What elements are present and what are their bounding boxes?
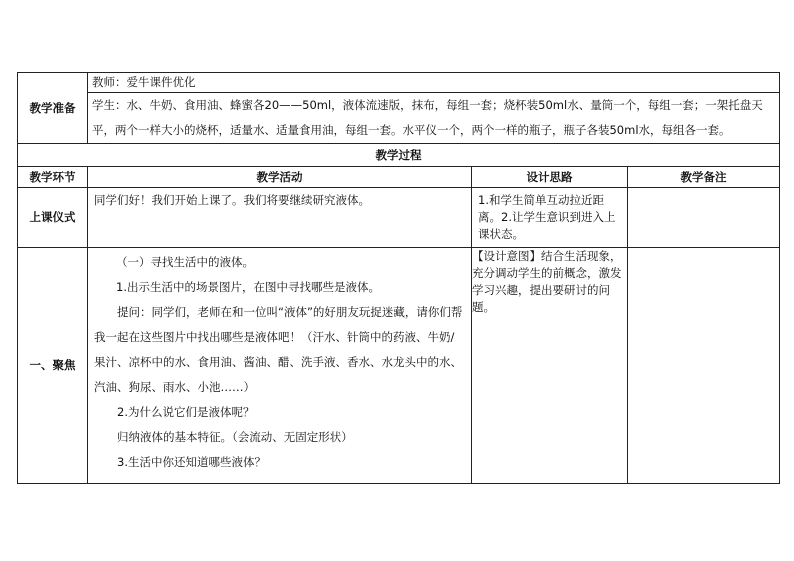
row-design: 1.和学生简单互动拉近距离。2.让学生意识到进入上课状态。 bbox=[472, 188, 628, 248]
col-header-note: 教学备注 bbox=[628, 167, 780, 188]
activity-line: 3.生活中你还知道哪些液体？ bbox=[117, 455, 266, 469]
col-header-design: 设计思路 bbox=[472, 167, 628, 188]
col-header-activity: 教学活动 bbox=[88, 167, 472, 188]
table-row bbox=[18, 188, 780, 248]
table-row bbox=[18, 248, 780, 484]
row-design: 【设计意图】结合生活现象，充分调动学生的前概念，激发学习兴趣，提出要研讨的问题。 bbox=[472, 248, 628, 484]
prep-row bbox=[18, 73, 780, 144]
activity-line: （一）寻找生活中的液体。 bbox=[116, 255, 254, 269]
row-stage: 一、聚焦 bbox=[18, 248, 88, 484]
header-row bbox=[18, 167, 780, 188]
process-title-row bbox=[18, 144, 780, 167]
activity-line: 同学们好！我们开始上课了。我们将要继续研究液体。 bbox=[94, 193, 370, 207]
col-header-stage: 教学环节 bbox=[18, 167, 88, 188]
prep-label: 教学准备 bbox=[18, 73, 88, 144]
row-stage: 上课仪式 bbox=[18, 188, 88, 248]
row-activity bbox=[88, 188, 472, 248]
prep-teacher: 教师：爱牛课件优化 bbox=[88, 73, 779, 93]
row-activity bbox=[88, 248, 472, 484]
prep-content bbox=[88, 73, 780, 144]
row-note bbox=[628, 188, 780, 248]
row-note bbox=[628, 248, 780, 484]
activity-line: 提问：同学们，老师在和一位叫“液体”的好朋友玩捉迷藏，请你们帮我一起在这些图片中找出哪些是液体吧！（汗水、针筒中的药液、牛奶/果汁、凉杯中的水、食用油、酱油、醋、洗手液、香水、水龙头中的水、汽油、狗尿、雨水、小池……） bbox=[94, 305, 463, 394]
process-title: 教学过程 bbox=[18, 144, 780, 167]
activity-line: 1.出示生活中的场景图片，在图中寻找哪些是液体。 bbox=[116, 280, 380, 294]
activity-line: 归纳液体的基本特征。（会流动、无固定形状） bbox=[117, 430, 353, 444]
lesson-plan-table bbox=[17, 72, 780, 484]
activity-line: 2.为什么说它们是液体呢？ bbox=[117, 405, 255, 419]
prep-students: 学生：水、牛奶、食用油、蜂蜜各20——50ml，液体流速版，抹布，每组一套；烧杯装50ml水、量筒一个，每组一套；一架托盘天平，两个一样大小的烧杯，适量水、适量食用油，每组一套。水平仪一个，两个一样的瓶子，瓶子各装50ml水，每组各一套。 bbox=[92, 98, 763, 137]
